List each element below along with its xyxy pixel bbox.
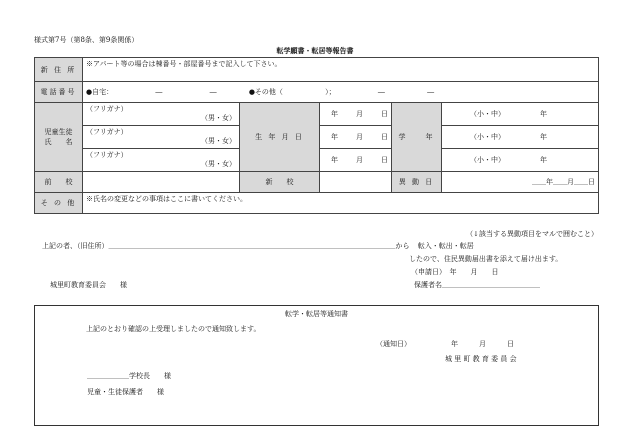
school-level: （小・中）	[470, 133, 505, 141]
phone-field[interactable]	[83, 82, 599, 103]
prev-school-field[interactable]	[83, 172, 240, 193]
school-level: （小・中）	[470, 156, 505, 164]
phone-label: 電話番号	[35, 82, 83, 103]
student-name-field[interactable]	[83, 103, 240, 126]
grade-unit: 年	[540, 110, 547, 118]
other-field[interactable]	[83, 193, 599, 214]
notice-body: 上記のとおり確認の上受理しましたので通知致します。	[86, 325, 261, 333]
move-date-label: 異 動 日	[392, 172, 442, 193]
phone-other-label: ●その他（	[248, 88, 283, 96]
gender-choice: （男・女）	[201, 114, 236, 122]
move-date-field[interactable]: ＿＿年＿＿月＿＿日	[442, 172, 599, 193]
birthdate-field[interactable]	[320, 149, 392, 172]
grade-unit: 年	[540, 156, 547, 164]
phone-close: ）；	[325, 88, 336, 96]
move-type-options[interactable]: 転入・転出・転居	[417, 242, 474, 250]
month-unit: 月	[356, 133, 363, 141]
notice-date-label: （通知日）	[376, 340, 411, 348]
month-unit: 月	[356, 156, 363, 164]
education-board: 城 里 町 教 育 委 員 会	[445, 355, 517, 363]
phone-dash: ―	[155, 88, 163, 96]
day-unit: 日	[381, 156, 388, 164]
birthdate-field[interactable]	[320, 126, 392, 149]
application-date: （申請日） 年 月 日	[411, 268, 499, 276]
student-row	[35, 103, 599, 126]
new-school-field[interactable]	[320, 172, 392, 193]
grade-unit: 年	[540, 133, 547, 141]
student-label-line: 児童生徒	[44, 128, 73, 136]
grade-field[interactable]	[442, 126, 599, 149]
guardian-name-field[interactable]: 保護者名＿＿＿＿＿＿＿＿＿＿＿＿＿＿	[414, 281, 540, 289]
from-text: から	[395, 242, 410, 250]
student-name-label	[35, 103, 83, 172]
phone-dash: ―	[377, 88, 385, 96]
student-name-field[interactable]	[83, 149, 240, 172]
instruction-note: （↓該当する異動項目をマルで囲むこと）	[466, 230, 598, 238]
principal-line[interactable]: ＿＿＿＿＿＿学校長 様	[87, 372, 171, 380]
furigana: （フリガナ）	[86, 105, 128, 113]
month-unit: 月	[356, 110, 363, 118]
birth-label: 生 年 月 日	[240, 103, 320, 172]
notice-box	[34, 305, 599, 426]
old-address-field[interactable]: ＿＿＿＿＿＿＿＿＿＿＿＿＿＿＿＿＿＿＿＿＿＿＿＿＿＿＿＿＿＿＿＿＿＿＿＿＿＿＿＿＿	[108, 242, 396, 250]
address-note: ※アパート等の場合は棟番号・部屋番号まで記入して下さい。	[86, 60, 282, 68]
above-named-text: 上記の者、（旧住所）	[42, 242, 109, 250]
new-school-label: 新 校	[240, 172, 320, 193]
address-label: 新 住 所	[35, 58, 83, 82]
year-unit: 年	[331, 133, 338, 141]
above-named-line	[42, 241, 474, 251]
day-unit: 日	[381, 133, 388, 141]
other-label: そ の 他	[35, 193, 83, 214]
phone-dash: ―	[427, 88, 435, 96]
day-unit: 日	[381, 110, 388, 118]
continuation-text: したので、住民異動届出書を添えて届け出ます。	[409, 255, 563, 263]
notice-title: 転学・転居等通知書	[285, 310, 348, 318]
form-title: 転学願書・転居等報告書	[276, 46, 354, 55]
year-unit: 年	[331, 110, 338, 118]
student-label-line: 氏 名	[44, 138, 73, 146]
gender-choice: （男・女）	[201, 137, 236, 145]
student-name-field[interactable]	[83, 126, 240, 149]
gender-choice: （男・女）	[201, 160, 236, 168]
birthdate-field[interactable]	[320, 103, 392, 126]
report-table	[34, 57, 599, 214]
notice-date: 年 月 日	[451, 340, 514, 348]
prev-school-label: 前 校	[35, 172, 83, 193]
other-note: ※氏名の変更などの事項はここに書いてください。	[86, 195, 247, 203]
school-level: （小・中）	[470, 110, 505, 118]
phone-home-label: ●自宅：	[86, 88, 114, 96]
addressee: 城里町教育委員会 様	[50, 281, 127, 289]
address-field[interactable]	[83, 58, 599, 82]
grade-label: 学 年	[392, 103, 442, 172]
furigana: （フリガナ）	[86, 128, 128, 136]
furigana: （フリガナ）	[86, 151, 128, 159]
phone-dash: ―	[209, 88, 217, 96]
grade-field[interactable]	[442, 103, 599, 126]
year-unit: 年	[331, 156, 338, 164]
form-number: 様式第7号（第8条、第9条関係）	[34, 36, 139, 44]
grade-field[interactable]	[442, 149, 599, 172]
guardians-line: 児童・生徒保護者 様	[87, 388, 164, 396]
